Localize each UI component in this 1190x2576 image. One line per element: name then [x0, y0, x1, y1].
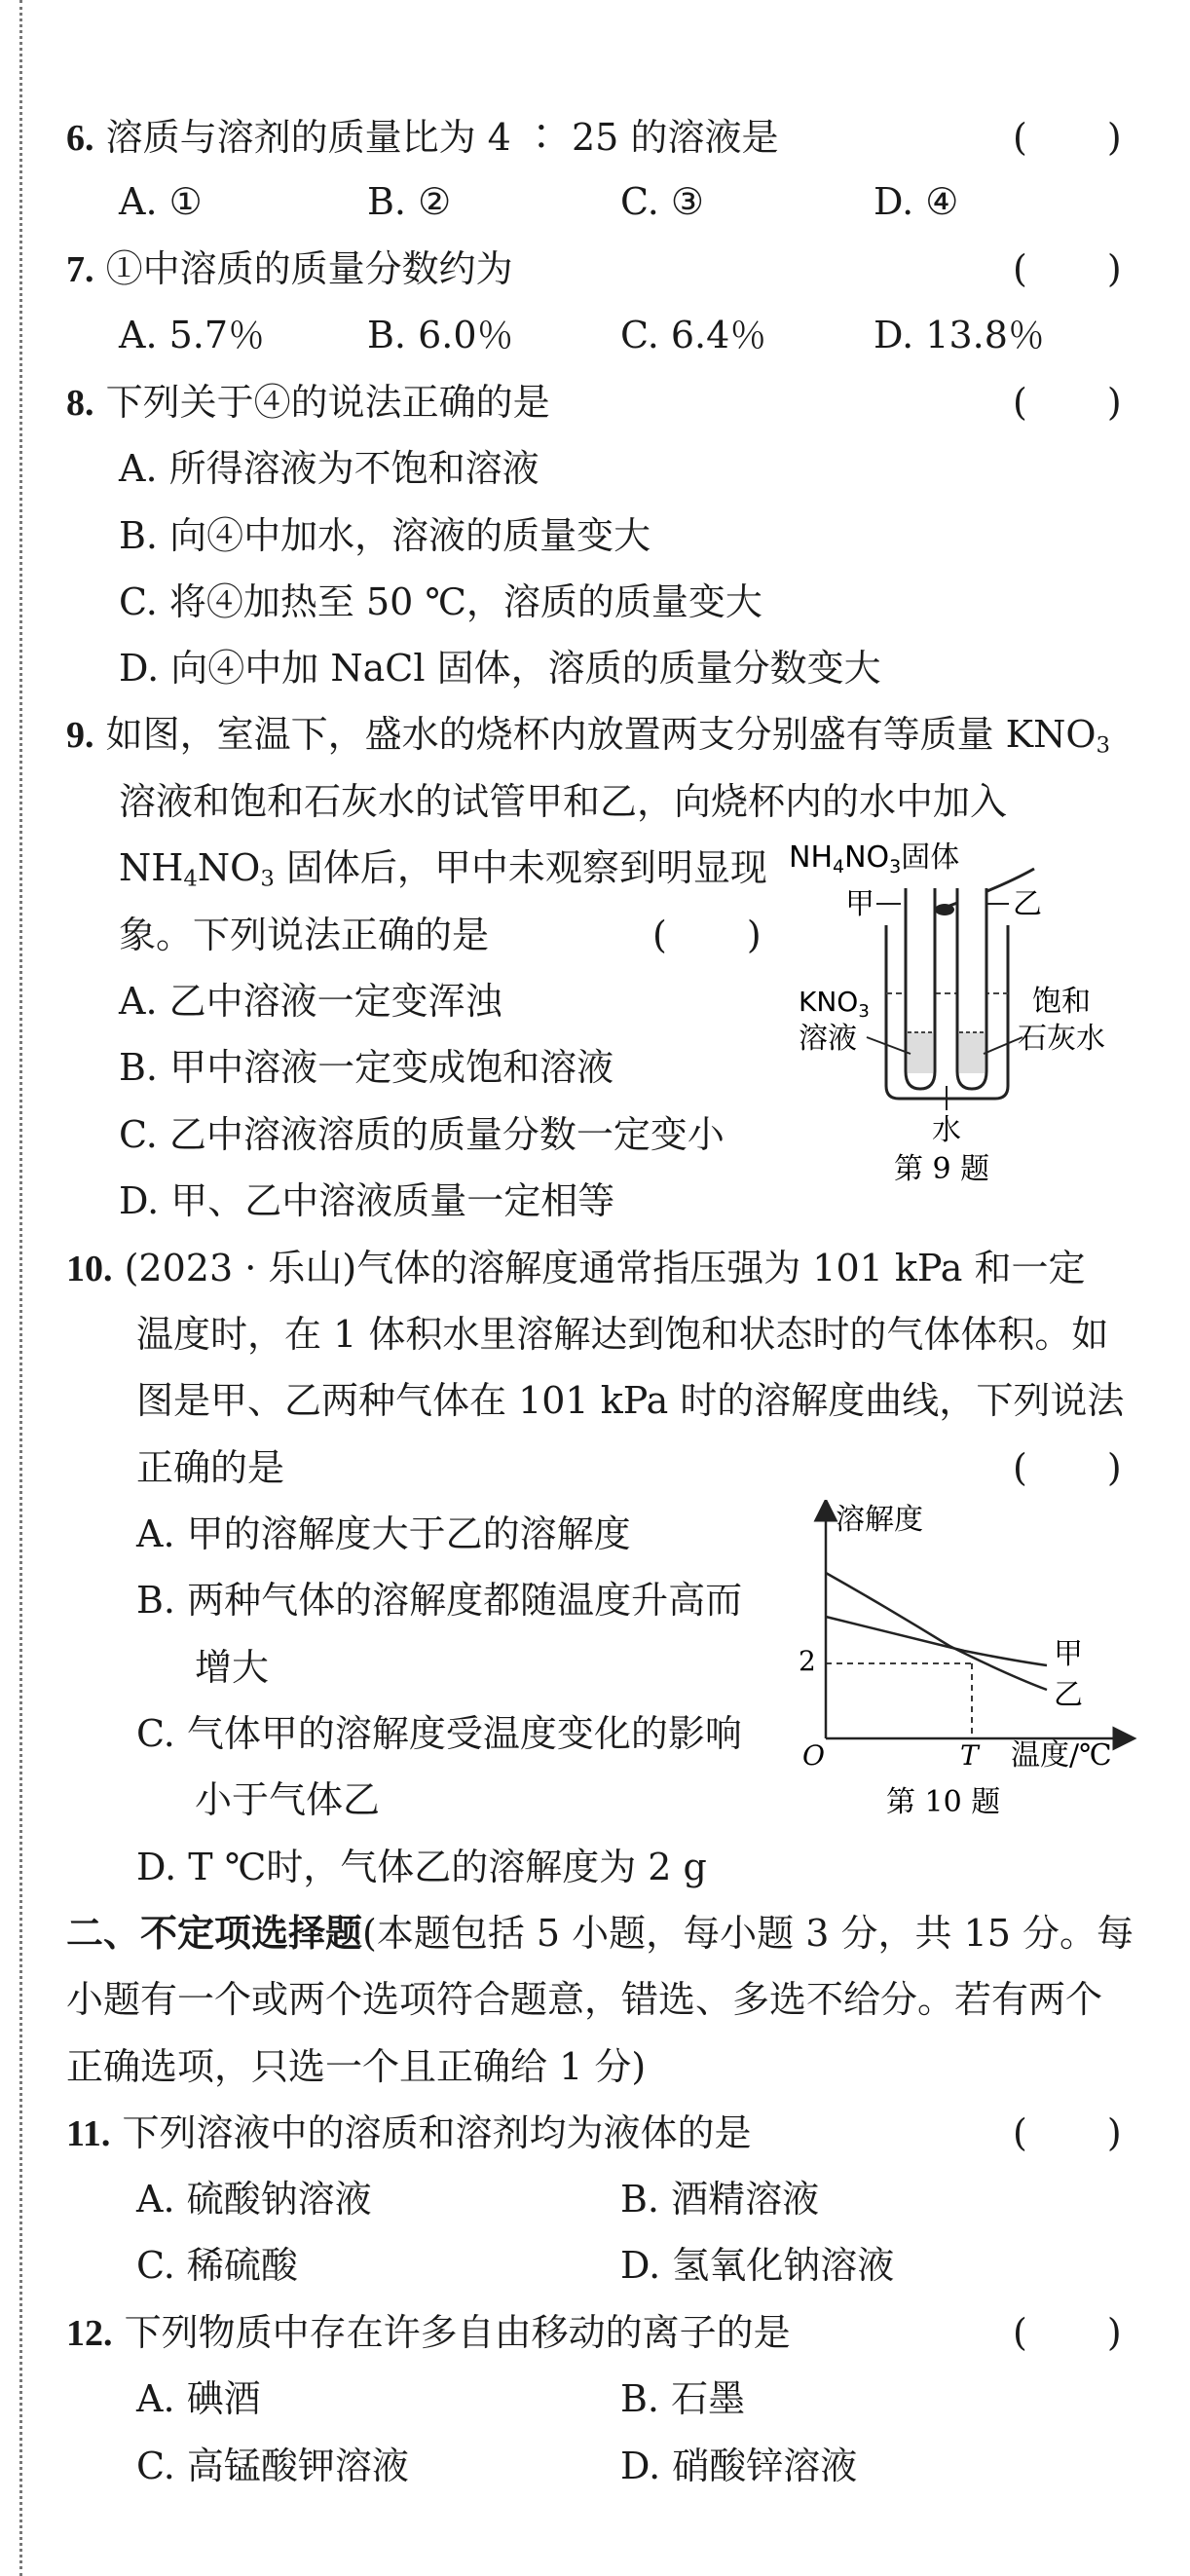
kno3-solution [908, 1032, 933, 1073]
option-b: B. 6.0％ [367, 314, 514, 356]
stem-line-3: 图是甲、乙两种气体在 101 kPa 时的溶解度曲线，下列说法 [136, 1379, 1125, 1422]
option-c-line-1: C. 气体甲的溶解度受温度变化的影响 [136, 1712, 742, 1755]
option-b-line-1: B. 两种气体的溶解度都随温度升高而 [136, 1579, 743, 1622]
answer-paren: ( ) [1013, 247, 1124, 290]
question-12 [66, 2309, 791, 2357]
question-number: 10. [66, 1249, 113, 1289]
option-b: B. 酒精溶液 [620, 2178, 820, 2221]
option-d: D. 硝酸锌溶液 [620, 2445, 858, 2487]
question-9 [66, 711, 1110, 759]
stem-line-1: (2023 · 乐山)气体的溶解度通常指压强为 101 kPa 和一定 [124, 1247, 1086, 1289]
question-7 [66, 245, 513, 293]
stem-line-1: 如图，室温下，盛水的烧杯内放置两支分别盛有等质量 KNO [105, 713, 1097, 756]
answer-paren: ( ) [1013, 2311, 1124, 2354]
answer-paren: ( ) [1013, 2111, 1124, 2154]
label-kno3: $KNO_3$ [799, 986, 870, 1022]
curve-jia [826, 1617, 1047, 1665]
option-d: D. 氢氧化钠溶液 [620, 2244, 895, 2287]
label-water: 水 [932, 1113, 961, 1147]
label-yi: 乙 [1013, 887, 1042, 921]
stem-line-3 [119, 844, 767, 891]
y-axis-label: 溶解度 [836, 1503, 923, 1537]
curve-yi [826, 1573, 1047, 1690]
question-stem: 溶质与溶剂的质量比为 4 ∶ 25 的溶液是 [105, 116, 779, 159]
option-c-line-2: 小于气体乙 [195, 1778, 381, 1821]
section-desc: (本题包括 5 小题，每小题 3 分，共 15 分。每 [362, 1912, 1134, 1955]
leader-line [984, 1037, 1023, 1054]
option-b: B. ② [367, 180, 452, 223]
question-stem: 下列物质中存在许多自由移动的离子的是 [124, 2311, 791, 2354]
question-8 [66, 379, 550, 427]
option-a: A. ① [119, 180, 203, 223]
answer-paren: ( ) [1013, 116, 1124, 159]
answer-paren: ( ) [1013, 1446, 1124, 1489]
spoon-head [935, 904, 954, 915]
stem-line-4: 象。下列说法正确的是 [119, 914, 490, 956]
label-baohe: 饱和 [1032, 985, 1091, 1019]
option-c: C. 高锰酸钾溶液 [136, 2445, 409, 2487]
figure-label-nh4no3: $NH_4NO_3$固体 [789, 840, 960, 877]
solubility-curve-figure [779, 1500, 1169, 1831]
origin-label: O [802, 1739, 825, 1772]
option-b-line-2: 增大 [195, 1646, 270, 1689]
subscript: 3 [1096, 732, 1110, 759]
curve-label-jia: 甲 [1054, 1637, 1083, 1671]
option-c: C. 将④加热至 50 ℃，溶质的质量变大 [119, 580, 762, 623]
option-a: A. 硫酸钠溶液 [136, 2178, 372, 2221]
section-title: 二、不定项选择题 [66, 1911, 363, 1955]
section-desc-line-3: 正确选项，只选一个且正确给 1 分) [66, 2045, 647, 2088]
stem-text: 固体后，甲中未观察到明显现 [274, 846, 767, 889]
section-2-header [66, 1910, 1134, 1957]
beaker-figure [779, 838, 1169, 1188]
figure-caption: 第 9 题 [894, 1152, 990, 1186]
question-number: 8. [66, 383, 94, 424]
question-6 [66, 114, 778, 162]
subscript: 4 [183, 866, 198, 892]
x-tick-label: T [960, 1739, 979, 1772]
label-solution: 溶液 [799, 1022, 857, 1056]
section-desc-line-2: 小题有一个或两个选项符合题意，错选、多选不给分。若有两个 [66, 1978, 1103, 2021]
question-11 [66, 2109, 752, 2157]
stem-line-4: 正确的是 [136, 1446, 285, 1489]
option-a: A. 乙中溶液一定变浑浊 [119, 980, 502, 1023]
label-jia: 甲 [845, 887, 874, 921]
option-d: D. ④ [874, 180, 959, 223]
stem-line-2: 温度时，在 1 体积水里溶解达到饱和状态时的气体体积。如 [136, 1313, 1109, 1356]
subscript: 3 [260, 866, 275, 892]
margin-dotted-line [19, 0, 22, 2576]
option-a: A. 所得溶液为不饱和溶液 [119, 447, 539, 490]
option-b: B. 石墨 [620, 2377, 746, 2420]
option-b: B. 向④中加水，溶液的质量变大 [119, 514, 651, 557]
question-number: 6. [66, 118, 94, 159]
limewater [959, 1032, 985, 1073]
option-b: B. 甲中溶液一定变成饱和溶液 [119, 1046, 614, 1089]
question-number: 7. [66, 249, 94, 290]
figure-caption: 第 10 题 [886, 1785, 1001, 1819]
question-stem: 下列溶液中的溶质和溶剂均为液体的是 [122, 2111, 752, 2154]
formula-part: NO [197, 846, 261, 889]
answer-paren: ( ) [1013, 381, 1124, 424]
formula-part: NH [119, 846, 184, 889]
x-axis-label: 温度/℃ [1011, 1738, 1112, 1773]
option-c: C. 稀硫酸 [136, 2244, 298, 2287]
option-a: A. 5.7％ [119, 314, 266, 356]
question-10 [66, 1245, 1086, 1292]
curve-label-yi: 乙 [1054, 1678, 1083, 1712]
question-stem: 下列关于④的说法正确的是 [105, 381, 550, 424]
label-limewater: 石灰水 [1018, 1022, 1105, 1056]
option-c: C. 乙中溶液溶质的质量分数一定变小 [119, 1113, 725, 1156]
question-number: 12. [66, 2313, 113, 2354]
option-d: D. 向④中加 NaCl 固体，溶质的质量分数变大 [119, 647, 881, 690]
option-a: A. 甲的溶解度大于乙的溶解度 [136, 1512, 631, 1555]
option-c: C. ③ [620, 180, 704, 223]
option-c: C. 6.4％ [620, 314, 767, 356]
option-d: D. 甲、乙中溶液质量一定相等 [119, 1179, 615, 1222]
stem-line-2: 溶液和饱和石灰水的试管甲和乙，向烧杯内的水中加入 [119, 780, 1008, 823]
answer-paren: ( ) [652, 914, 763, 956]
option-d: D. 13.8％ [874, 314, 1045, 356]
leader-line [867, 1037, 911, 1054]
option-d: D. T ℃时，气体乙的溶解度为 2 g [136, 1846, 707, 1888]
question-number: 11. [66, 2113, 111, 2154]
question-number: 9. [66, 715, 94, 756]
option-a: A. 碘酒 [136, 2377, 261, 2420]
y-tick-label: 2 [799, 1645, 816, 1677]
question-stem: ①中溶质的质量分数约为 [105, 247, 513, 290]
